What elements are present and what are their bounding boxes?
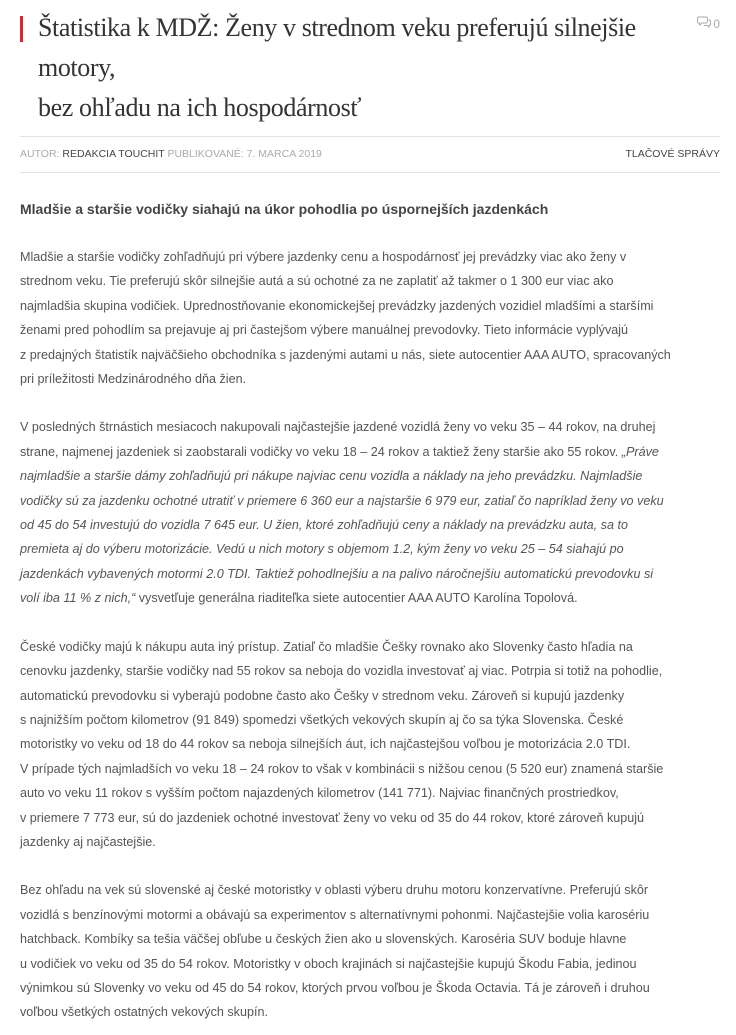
paragraph-line — [20, 952, 720, 976]
divider — [20, 172, 720, 173]
quote-text: od 45 do 54 investujú do vozidla 7 645 eur. U žien, ktoré zohľadňujú ceny a náklady na prevádzku auta, sa to — [20, 518, 628, 533]
paragraph-line — [20, 903, 720, 927]
category-link[interactable]: TLAČOVÉ SPRÁVY — [625, 148, 720, 160]
quote-text: vodičky sú za jazdenku ochotné utratiť v priemere 6 360 eur a najstaršie 6 979 eur, zatiaľ čo napríklad ženy vo veku — [20, 493, 664, 508]
paragraph — [20, 245, 720, 391]
body-text: vozidlá s benzínovými motormi a obávajú sa experimentov s alternatívnymi pohonmi. Najčastejšie volia karosériu — [20, 907, 650, 922]
paragraph-line — [20, 781, 720, 805]
article-header — [20, 8, 685, 128]
paragraph — [20, 415, 720, 610]
paragraph-line — [20, 489, 720, 513]
paragraph-line — [20, 1000, 720, 1024]
paragraph-line — [20, 708, 720, 732]
body-text: strednom veku. Tie preferujú skôr silnejšie autá a sú ochotné za ne zaplatiť až takmer o 1 300 eur viac ako — [20, 274, 614, 289]
paragraph-line — [20, 415, 720, 439]
quote-text: najmladšie a staršie dámy zohľadňujú pri nákupe najviac cenu vozidla a náklady na jeho prevádzku. Najmladšie — [20, 469, 643, 484]
comment-icon — [697, 16, 711, 31]
paragraph-line — [20, 245, 720, 269]
comments-link[interactable] — [697, 16, 720, 31]
title-line: bez ohľadu na ich hospodárnosť — [38, 93, 362, 122]
paragraph-line — [20, 806, 720, 830]
body-text: České vodičky majú k nákupu auta iný prístup. Zatiaľ čo mladšie Češky rovnako ako Slovenky často hľadia na — [20, 639, 633, 654]
author-link[interactable]: REDAKCIA TOUCHIT — [62, 148, 165, 160]
paragraph-line — [20, 562, 720, 586]
paragraph-line — [20, 586, 720, 610]
body-text: výnimkou sú Slovenky vo veku od 45 do 54 rokov, ktorých prvou voľbou je Škoda Octavia. Tá je zároveň i druhou — [20, 980, 650, 995]
body-text: strane, najmenej jazdeniek si zaobstarali vodičky vo veku 18 – 24 rokov a taktiež ženy staršie ako 55 rokov. — [20, 444, 622, 459]
body-text: ženami pred pohodlím sa prejavuje aj pri častejšom výbere manuálnej prevodovky. Tieto informácie vyplývajú — [20, 323, 629, 338]
quote-text: volí iba 11 % z nich,“ — [20, 591, 136, 606]
paragraph-line — [20, 367, 720, 391]
paragraph-line — [20, 878, 720, 902]
body-text: z predajných štatistík najväčšieho obchodníka s jazdenými autami u nás, siete autocentier AAA AUTO, spracovaných — [20, 347, 671, 362]
article-title — [38, 8, 685, 128]
paragraph-line — [20, 830, 720, 854]
body-text: auto vo veku 11 rokov s vyšším počtom najazdených kilometrov (141 771). Najviac finančných prostriedkov, — [20, 786, 619, 801]
paragraph-line — [20, 294, 720, 318]
paragraph-line — [20, 513, 720, 537]
paragraph-line — [20, 976, 720, 1000]
title-accent-bar — [20, 16, 23, 42]
publish-date: 7. MARCA 2019 — [246, 148, 322, 160]
body-text: pri príležitosti Medzinárodného dňa žien. — [20, 372, 247, 387]
body-text: V posledných štrnástich mesiacoch nakupovali najčastejšie jazdené vozidlá ženy vo veku 35 – 44 rokov, na druhej — [20, 420, 656, 435]
quote-text: premieta aj do výberu motorizácie. Vedú u nich motory s objemom 1.2, kým ženy vo veku 25 – 54 siahajú po — [20, 542, 624, 557]
body-text: vysvetľuje generálna riaditeľka siete autocentier AAA AUTO Karolína Topolová. — [135, 591, 578, 606]
body-text: Mladšie a staršie vodičky zohľadňujú pri výbere jazdenky cenu a hospodárnosť jej prevádzky viac ako ženy v — [20, 250, 627, 264]
article-subheading: Mladšie a staršie vodičky siahajú na úkor pohodlia po úspornejších jazdenkách — [20, 201, 549, 217]
body-text: cenovku jazdenky, staršie vodičky nad 55 rokov sa neboja do vozidla investovať aj viac. Potrpia si totiž na pohodlie, — [20, 664, 663, 679]
paragraph-line — [20, 464, 720, 488]
paragraph-line — [20, 537, 720, 561]
paragraph-line — [20, 757, 720, 781]
body-text: jazdenky aj najčastejšie. — [20, 834, 156, 849]
body-text: V prípade tých najmladších vo veku 18 – 24 rokov to však v kombinácii s nižšou cenou (5 520 eur) znamená staršie — [20, 761, 664, 776]
body-text: hatchback. Kombíky sa tešia väčšej obľube u českých žien ako u slovenských. Karoséria SUV boduje hlavne — [20, 932, 627, 947]
body-text: voľbou všetkých ostatných vekových skupín. — [20, 1005, 268, 1020]
published-label: PUBLIKOVANÉ: — [167, 148, 244, 160]
paragraph-line — [20, 732, 720, 756]
article-meta — [20, 137, 720, 172]
body-text: automatickú prevodovku si vyberajú podobne často ako Češky v strednom veku. Zároveň si kupujú jazdenky — [20, 688, 625, 703]
paragraph — [20, 878, 720, 1024]
paragraph-line — [20, 659, 720, 683]
paragraph-line — [20, 684, 720, 708]
quote-text: „Práve — [621, 444, 659, 459]
quote-text: jazdenkách vybavených motormi 2.0 TDI. Taktiež pohodlnejšiu a na palivo náročnejšiu automatickú prevodovku si — [20, 566, 654, 581]
body-text: najmladšia skupina vodičiek. Uprednostňovanie ekonomickejšej prevádzky jazdených vozidiel mladšími a staršími — [20, 298, 654, 313]
paragraph-line — [20, 440, 720, 464]
body-text: Bez ohľadu na vek sú slovenské aj české motoristky v oblasti výberu druhu motoru konzervatívne. Preferujú skôr — [20, 883, 649, 898]
title-line: Štatistika k MDŽ: Ženy v strednom veku preferujú silnejšie motory, — [38, 13, 636, 82]
body-text: motoristky vo veku od 18 do 44 rokov sa neboja silnejších áut, ich najčastejšou voľbou je motorizácia 2.0 TDI. — [20, 737, 631, 752]
author-label: AUTOR: — [20, 148, 60, 160]
paragraph-line — [20, 318, 720, 342]
paragraph-line — [20, 635, 720, 659]
article-header-row — [20, 8, 720, 128]
paragraph-line — [20, 269, 720, 293]
body-text: s najnižším počtom kilometrov (91 849) spomedzi všetkých vekových skupín aj čo sa týka Slovenska. České — [20, 712, 624, 727]
comment-count: 0 — [713, 16, 720, 31]
paragraph-line — [20, 343, 720, 367]
body-text: v priemere 7 773 eur, sú do jazdeniek ochotné investovať ženy vo veku od 35 do 44 rokov, ktoré zároveň kupujú — [20, 810, 645, 825]
paragraph — [20, 635, 720, 855]
paragraph-line — [20, 927, 720, 951]
body-text: u vodičiek vo veku od 35 do 54 rokov. Motoristky v oboch krajinách si najčastejšie kupujú Škodu Fabia, jedinou — [20, 956, 637, 971]
